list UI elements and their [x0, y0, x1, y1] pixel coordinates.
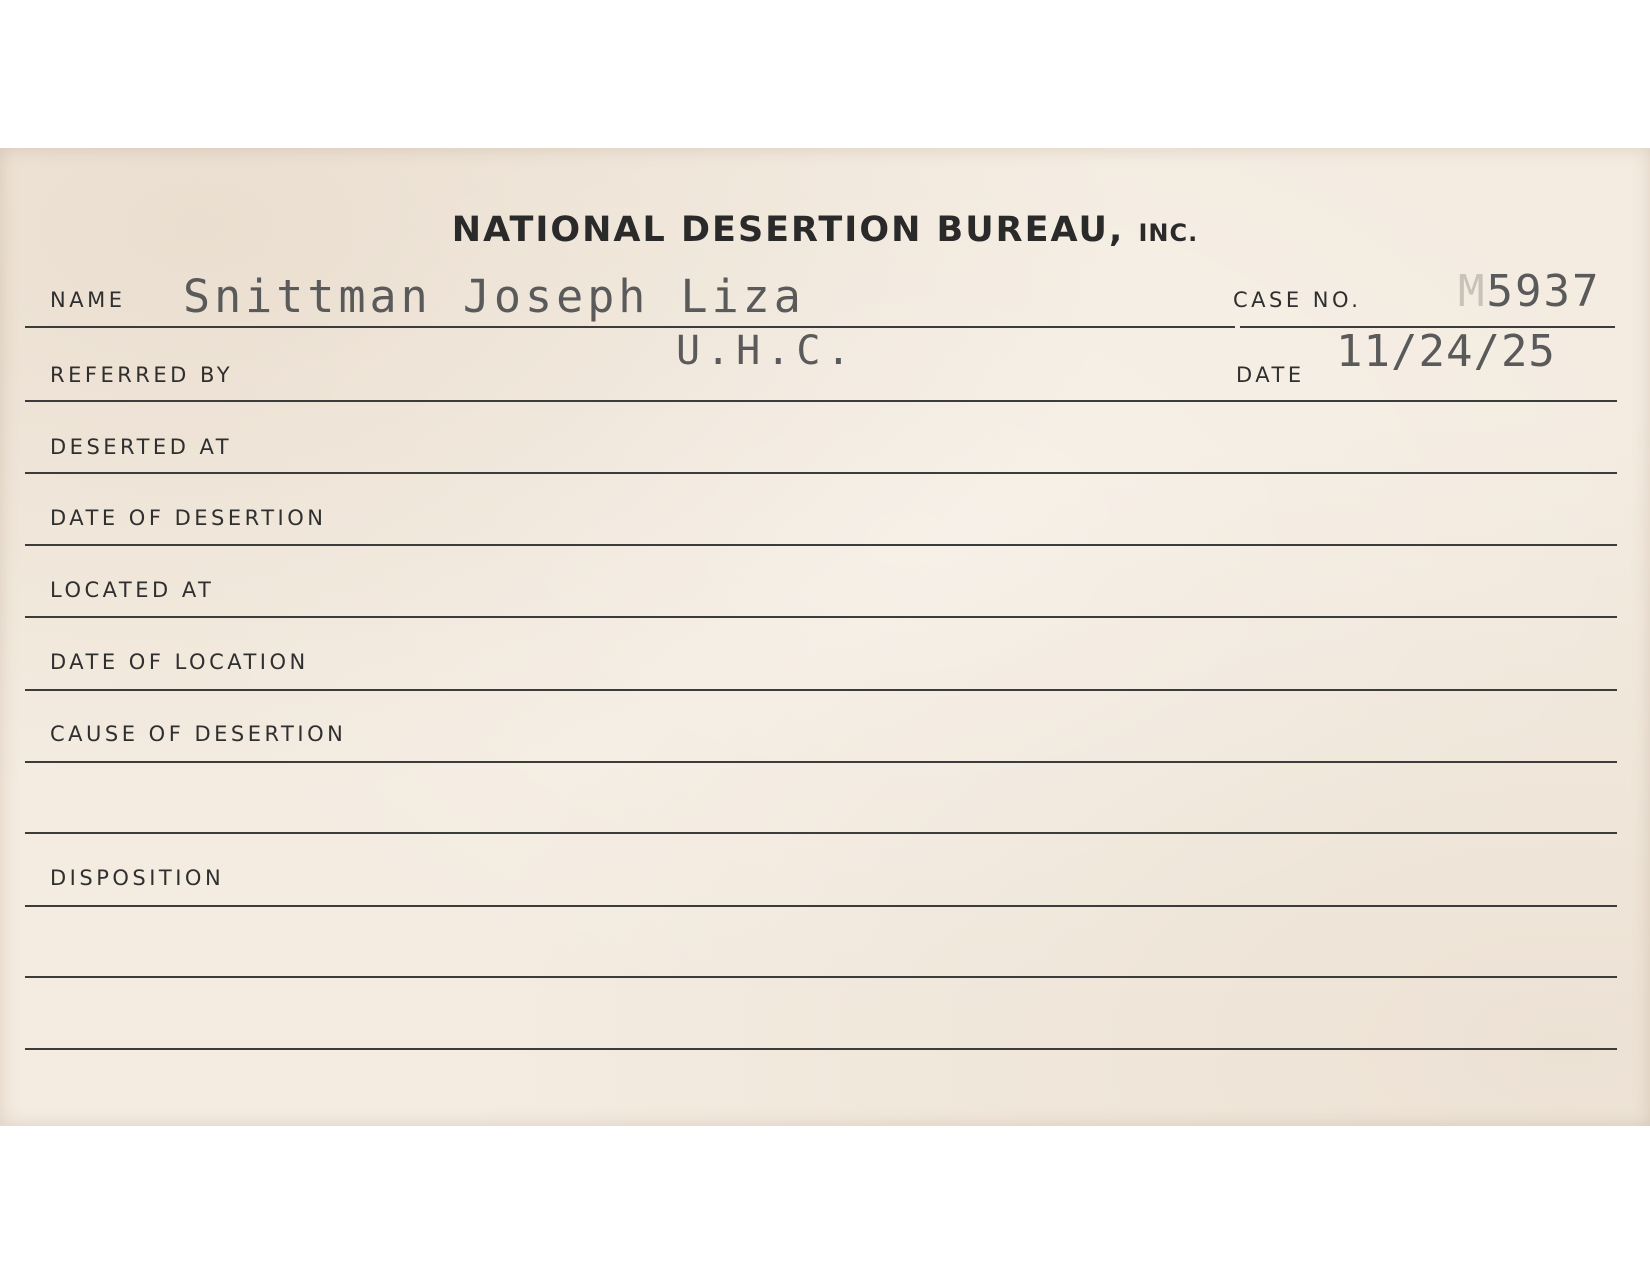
card-title	[0, 210, 1650, 250]
name-label: NAME	[50, 288, 126, 312]
date-value: 11/24/25	[1336, 326, 1556, 377]
case-no-label: CASE NO.	[1233, 288, 1362, 312]
deserted-at-label: DESERTED AT	[50, 435, 233, 459]
referred-by-label: REFERRED BY	[50, 363, 234, 387]
bureau-suffix: INC.	[1138, 219, 1199, 247]
located-at-line	[25, 616, 1617, 618]
cause-of-desertion-line	[25, 761, 1617, 763]
referred-by-value: U.H.C.	[676, 328, 857, 374]
deserted-at-line	[25, 472, 1617, 474]
date-of-desertion-line	[25, 544, 1617, 546]
date-of-desertion-label: DATE OF DESERTION	[50, 506, 327, 530]
disposition-label: DISPOSITION	[50, 866, 225, 890]
name-value: Snittman Joseph Liza	[183, 270, 805, 323]
disposition-line	[25, 905, 1617, 907]
name-line	[25, 326, 1235, 328]
case-no-value	[1458, 266, 1600, 317]
date-of-location-line	[25, 689, 1617, 691]
date-label: DATE	[1236, 363, 1305, 387]
disposition-line-3	[25, 1048, 1617, 1050]
disposition-line-2	[25, 976, 1617, 978]
cause-of-desertion-line-2	[25, 832, 1617, 834]
date-of-location-label: DATE OF LOCATION	[50, 650, 309, 674]
case-prefix: M	[1458, 266, 1487, 317]
located-at-label: LOCATED AT	[50, 578, 215, 602]
referred-by-line	[25, 400, 1617, 402]
cause-of-desertion-label: CAUSE OF DESERTION	[50, 722, 347, 746]
case-number: 5937	[1486, 266, 1601, 317]
index-card	[0, 148, 1650, 1126]
bureau-name: NATIONAL DESERTION BUREAU,	[451, 210, 1125, 250]
